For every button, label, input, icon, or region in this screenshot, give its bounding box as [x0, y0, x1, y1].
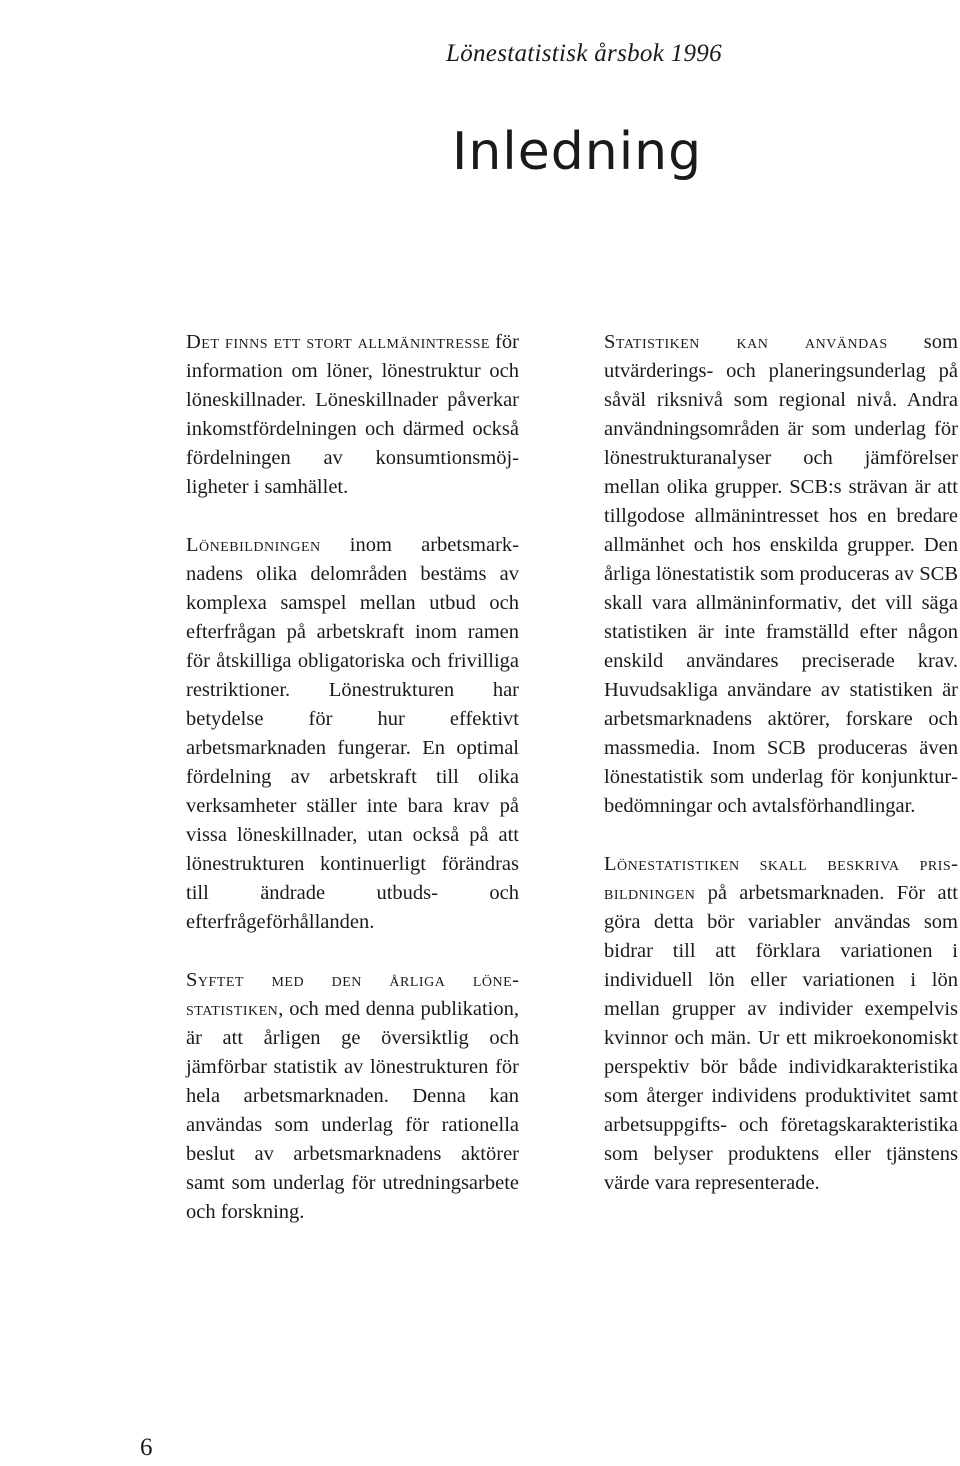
page-number: 6 [140, 1434, 153, 1461]
paragraph-text: som utvärderings- och planeringsunderlag på såväl riksnivå som regional nivå. Andra användningsområden är som underlag för lönestrukturanalyser och jämförelser mellan olika grupper. SCB:s strävan är att tillgodose allmänintresset hos en bredare allmänhet och hos enskilda grupper. Den årliga lönestatistik som produceras av SCB skall vara allmäninformativ, det vill säga statistiken är inte framställd efter någon enskild användares preciserade krav. Huvudsakliga användare av statistiken är arbetsmarknadens aktörer, forskare och massmedia. Inom SCB produceras även lönestatistik som underlag för konjunkturbedömningar och avtalsförhandlingar. [604, 331, 958, 817]
left-column [186, 328, 519, 1227]
page-title: Inledning [452, 122, 703, 182]
paragraph-lead: Statistiken kan användas [604, 331, 888, 353]
paragraph-text: inom arbetsmarknadens olika delområden bestäms av komplexa samspel mellan utbud och efterfrågan på arbetskraft inom ramen för åtskilliga obligatoriska och frivilliga restriktioner. Lönestrukturen har betydelse för hur effektivt arbetsmarknaden fungerar. En optimal fördelning av arbetskraft till olika verksamheter ställer inte bara krav på vissa löneskillnader, utan också på att lönestrukturen kontinuerligt förändras till ändrade utbuds- och efterfrågeförhållanden. [186, 534, 519, 933]
paragraph-text: för information om löner, lönestruktur och löneskillnader. Löneskillnader påverkar inkomstfördelningen och därmed också fördelningen av konsumtionsmöjligheter i samhället. [186, 331, 520, 498]
paragraph [186, 531, 519, 937]
paragraph [186, 966, 519, 1227]
paragraph [604, 850, 958, 1198]
paragraph-text: på arbetsmarknaden. För att göra detta bör variabler användas som bidrar till att förklara variationen i individuell lön eller variationen i lön mellan grupper av individer exempelvis kvinnor och män. Ur ett mikroekonomiskt perspektiv bör både individkarakteristika som återger individens produktivitet samt arbetsuppgifts- och företagskarakteristika som belyser produktens eller tjänstens värde vara representerade. [604, 882, 958, 1194]
running-head: Lönestatistisk årsbok 1996 [446, 40, 722, 67]
paragraph-text: , och med denna publikation, är att årligen ge översiktlig och jämförbar statistik av lönestrukturen för hela arbetsmarknaden. Denna kan användas som underlag för rationella beslut av arbetsmarknadens aktörer samt som underlag för utredningsarbete och forskning. [186, 998, 519, 1223]
paragraph-lead: Lönebildningen [186, 534, 321, 556]
paragraph [604, 328, 958, 821]
paragraph [186, 328, 519, 502]
paragraph-lead: Det finns ett stort allmänintresse [186, 331, 490, 353]
paragraph-lead: Lönestatistiken skall beskriva prisbildningen [604, 853, 958, 904]
right-column [604, 328, 958, 1198]
paragraph-lead: Syftet med den årliga lönestatistiken [186, 969, 519, 1020]
